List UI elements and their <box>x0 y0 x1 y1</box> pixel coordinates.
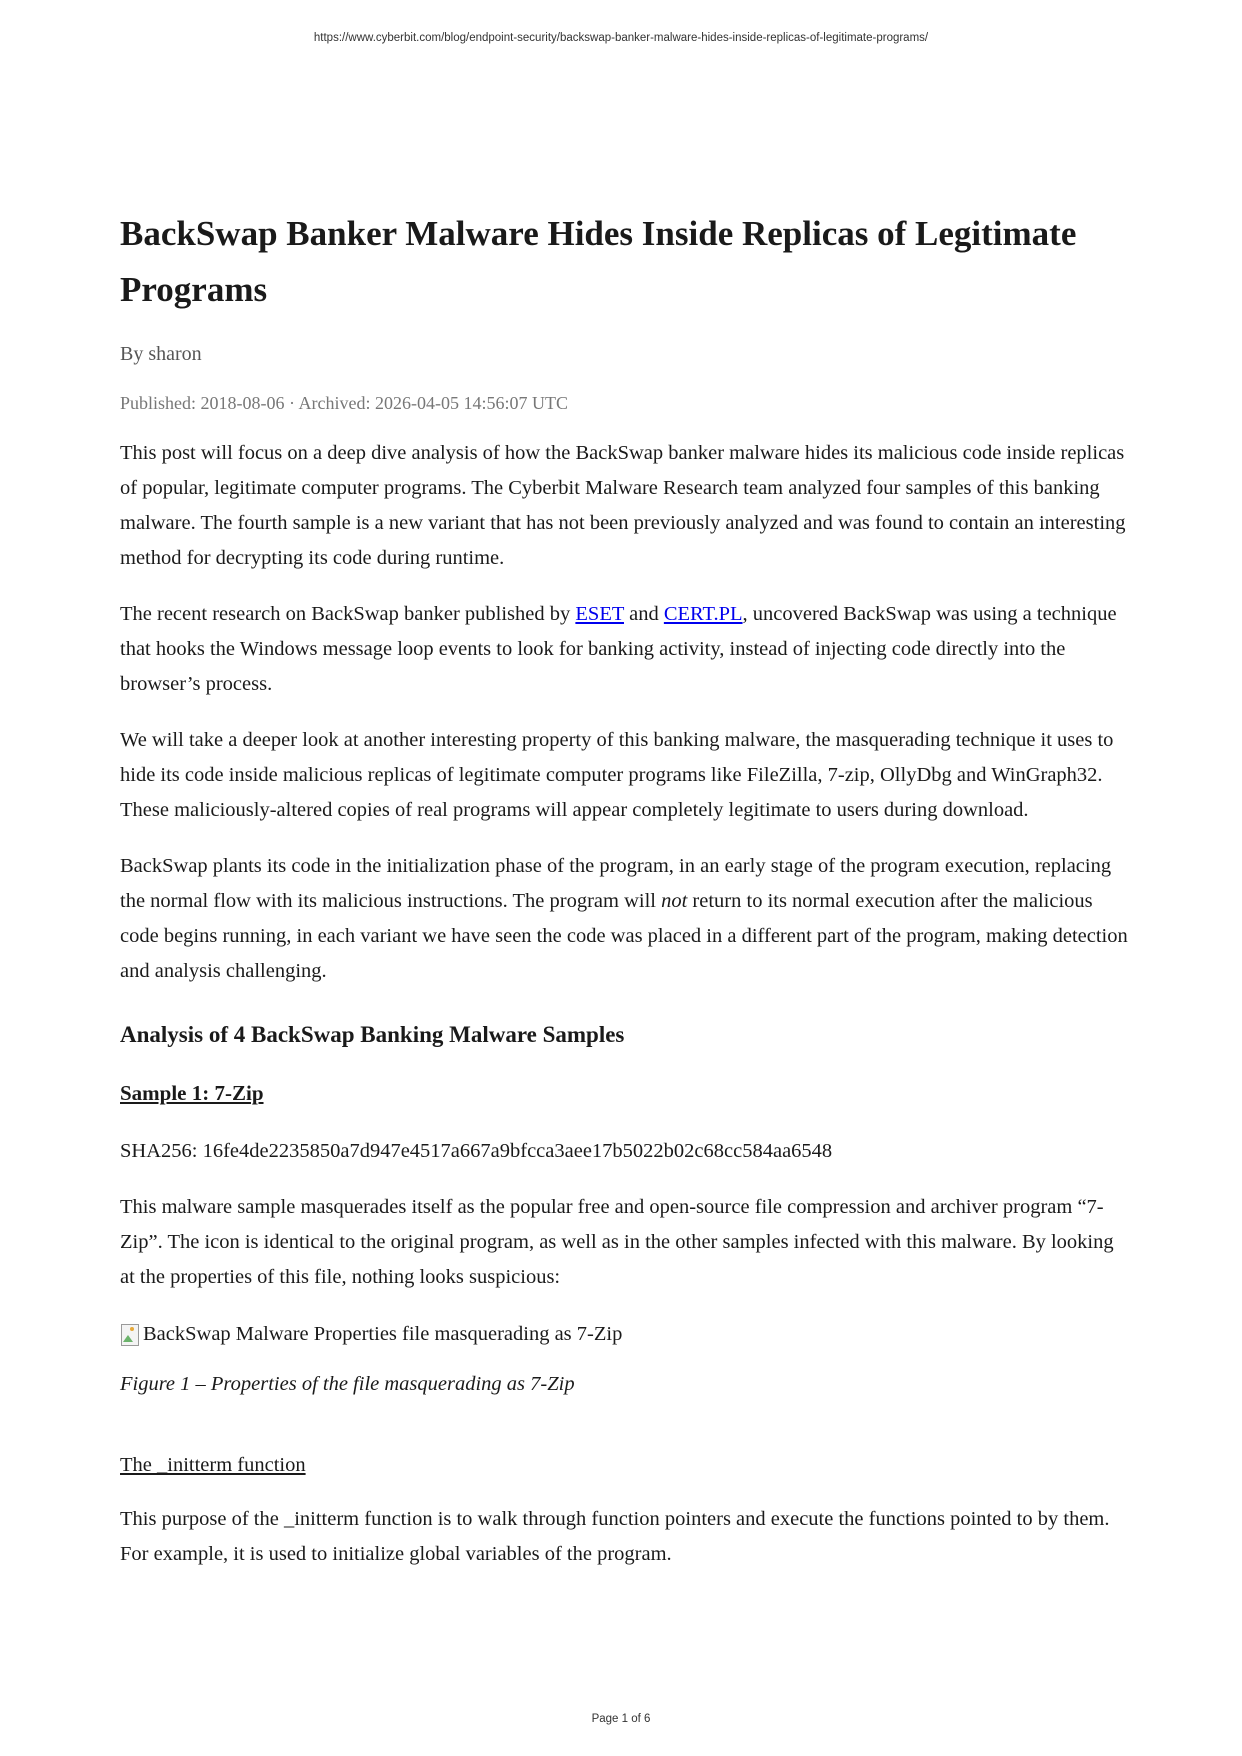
paragraph-initialization-text-2: return to its normal execution after the malicious code begins running, in each variant we have seen the code was placed in a different part of the program, making detection and analysis challenging. <box>120 890 1128 982</box>
paragraph-masquerading: We will take a deeper look at another interesting property of this banking malware, the masquerading technique it uses to hide its code inside malicious replicas of legitimate computer programs like FileZilla, 7-zip, OllyDbg and WinGraph32. These maliciously-altered copies of real programs will appear completely legitimate to users during download. <box>120 729 1114 821</box>
paragraph-research-text-1: The recent research on BackSwap banker published by <box>120 603 576 625</box>
sample-1-sha256: SHA256: 16fe4de2235850a7d947e4517a667a9bfcca3aee17b5022b02c68cc584aa6548 <box>120 1140 833 1162</box>
paragraph-initialization-text-1: BackSwap plants its code in the initialization phase of the program, in an early stage of the program execution, replacing the normal flow with its malicious instructions. The program will <box>120 855 1112 912</box>
initterm-title: The _initterm function <box>120 1454 306 1476</box>
figure-1-caption: Figure 1 – Properties of the file masquerading as 7-Zip <box>120 1373 575 1395</box>
paragraph-research-text-2: and <box>624 603 664 625</box>
page-url-header: https://www.cyberbit.com/blog/endpoint-security/backswap-banker-malware-hides-inside-replicas-of-legitimate-programs/ <box>313 32 929 44</box>
figure-1-alt-text: BackSwap Malware Properties file masquerading as 7-Zip <box>143 1323 623 1345</box>
sample-1-title: Sample 1: 7-Zip <box>120 1081 264 1105</box>
publish-dates: Published: 2018-08-06 · Archived: 2026-04-05 14:56:07 UTC <box>120 393 568 413</box>
paragraph-research <box>120 597 1130 702</box>
figure-1-broken-image <box>120 1317 1130 1352</box>
broken-image-icon <box>120 1322 142 1348</box>
paragraph-research-text-3: , uncovered BackSwap was using a technique that hooks the Windows message loop events to look for banking activity, instead of injecting code directly into the browser’s process. <box>120 603 1117 695</box>
section-heading: Analysis of 4 BackSwap Banking Malware Samples <box>120 1022 625 1047</box>
paragraph-intro: This post will focus on a deep dive analysis of how the BackSwap banker malware hides its malicious code inside replicas of popular, legitimate computer programs. The Cyberbit Malware Research team analyzed four samples of this banking malware. The fourth sample is a new variant that has not been previously analyzed and was found to contain an interesting method for decrypting its code during runtime. <box>120 442 1126 569</box>
initterm-paragraph: This purpose of the _initterm function is to walk through function pointers and execute the functions pointed to by them. For example, it is used to initialize global variables of the program. <box>120 1508 1110 1565</box>
eset-link[interactable]: ESET <box>575 603 624 625</box>
paragraph-initialization <box>120 849 1130 989</box>
emphasis-not: not <box>661 890 688 912</box>
article <box>120 206 1130 1572</box>
cert-pl-link[interactable]: CERT.PL <box>663 603 743 625</box>
page-number: Page 1 of 6 <box>591 1713 651 1725</box>
byline: By sharon <box>120 343 202 365</box>
sample-1-description: This malware sample masquerades itself as the popular free and open-source file compression and archiver program “7-Zip”. The icon is identical to the original program, as well as in the other samples infected with this malware. By looking at the properties of this file, nothing looks suspicious: <box>120 1196 1114 1288</box>
article-title: BackSwap Banker Malware Hides Inside Replicas of Legitimate Programs <box>120 214 1077 309</box>
